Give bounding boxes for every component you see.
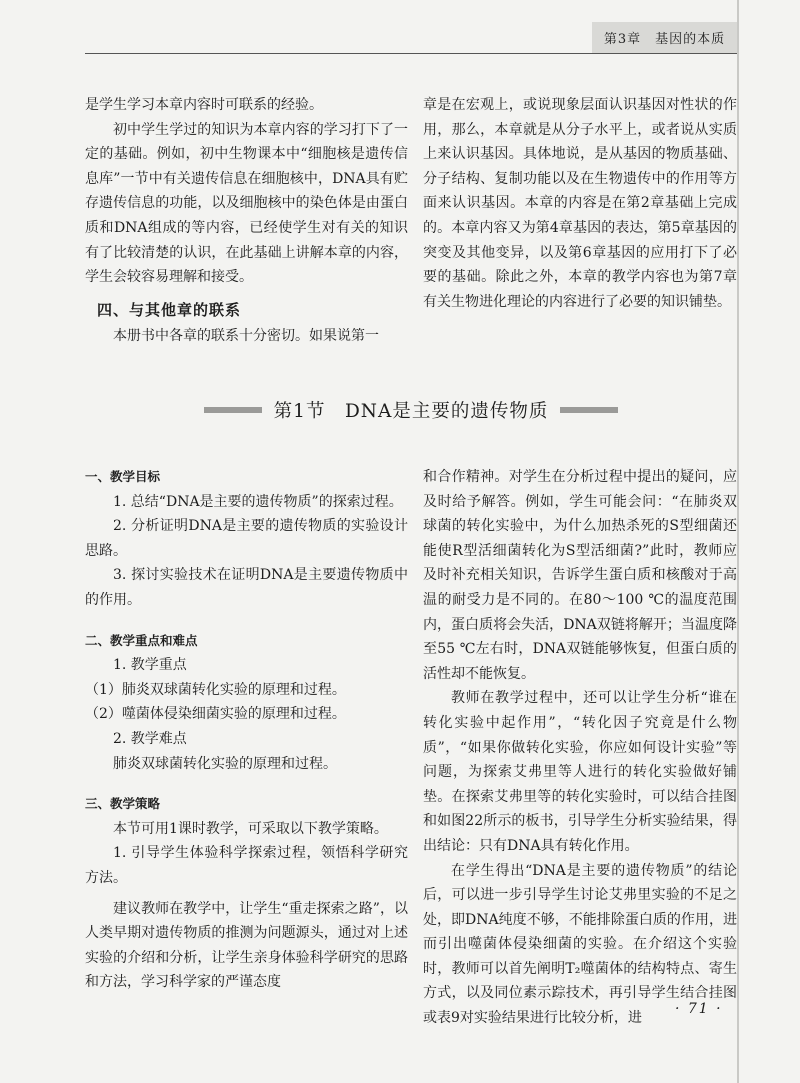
heading-teaching-goals: 一、教学目标 (85, 469, 161, 484)
paragraph: 1. 引导学生体验科学探索过程，领悟科学研究方法。 (85, 845, 408, 886)
bottom-left-column (85, 465, 408, 995)
paragraph: 本册书中各章的联系十分密切。如果说第一 (113, 328, 379, 345)
section-title-text: 第1节 DNA是主要的遗传物质 (273, 401, 549, 422)
top-right-column (423, 93, 737, 314)
chapter-header-tab: 第3章 基因的本质 (592, 22, 737, 53)
paragraph: 章是在宏观上，或说现象层面认识基因对性状的作用，那么，本章就是从分子水平上，或者说从实质上来认识基因。具体地说，是从基因的物质基础、分子结构、复制功能以及在生物遗传中的作用等方面来认识基因。本章的内容是在第2章基础上完成的。本章内容又为第4章基因的表达，第5章基因的突变及其他变异，以及第6章基因的应用打下了必要的基础。除此之外，本章的教学内容也为第7章有关生物进化理论的内容进行了必要的知识铺垫。 (423, 97, 737, 310)
top-left-column (85, 93, 408, 349)
paragraph: 是学生学习本章内容时可联系的经验。 (85, 97, 323, 113)
list-label: 1. 教学重点 (113, 657, 187, 674)
page-number: · 71 · (675, 1001, 723, 1017)
heading-strategy: 三、教学策略 (85, 796, 161, 812)
title-bar-right (560, 407, 618, 413)
paragraph: 初中学生学过的知识为本章内容的学习打下了一定的基础。例如，初中生物课本中“细胞核是遗传信息库”一节中有关遗传信息在细胞核中，DNA具有贮存遗传信息的功能，以及细胞核中的染色体是由蛋白质和DNA组成的等内容，已经使学生对有关的知识有了比较清楚的认识，在此基础上讲解本章的内容，学生会较容易理解和接受。 (85, 121, 408, 286)
bottom-right-column (423, 465, 737, 1031)
paragraph: 和合作精神。对学生在分析过程中提出的疑问，应及时给予解答。例如，学生可能会问：“在肺炎双球菌的转化实验中，为什么加热杀死的S型细菌还能使R型活细菌转化为S型活细菌?”此时，教师应及时补充相关知识，告诉学生蛋白质和核酸对于高温的耐受力是不同的。在80～100 ℃的温度范围内，蛋白质将会失活，DNA双链将解开；当温度降至55 ℃左右时，DNA双链能够恢复，但蛋白质的活性却不能恢复。 (423, 469, 737, 682)
goal-item: 1. 总结“DNA是主要的遗传物质”的探索过程。 (113, 493, 403, 510)
header-rule (85, 53, 737, 54)
goal-item: 3. 探讨实验技术在证明DNA是主要遗传物质中的作用。 (85, 567, 408, 608)
list-label: 2. 教学难点 (113, 730, 187, 747)
list-item: （1）肺炎双球菌转化实验的原理和过程。 (85, 681, 346, 698)
title-bar-left (204, 407, 262, 413)
paragraph: 教师在教学过程中，还可以让学生分析“谁在转化实验中起作用”，“转化因子究竟是什么物质”，“如果你做转化实验，你应如何设计实验”等问题，为探索艾弗里等人进行的转化实验做好铺垫。在探索艾弗里等的转化实验时，可以结合挂图和如图22所示的板书，引导学生分析实验结果，得出结论：只有DNA具有转化作用。 (423, 690, 737, 854)
list-item: 肺炎双球菌转化实验的原理和过程。 (113, 755, 337, 772)
paragraph: 在学生得出“DNA是主要的遗传物质”的结论后，可以进一步引导学生讨论艾弗里实验的不足之处，即DNA纯度不够，不能排除蛋白质的作用，进而引出噬菌体侵染细菌的实验。在介绍这个实验时，教师可以首先阐明T₂噬菌体的结构特点、寄生方式，以及同位素示踪技术，再引导学生结合挂图或表9对实验结果进行比较分析，进 (423, 862, 737, 1027)
heading-key-points: 二、教学重点和难点 (85, 632, 198, 648)
running-header (0, 0, 800, 60)
section-title (85, 393, 737, 427)
section-heading: 四、与其他章的联系 (97, 300, 242, 319)
paragraph: 本节可用1课时教学，可采取以下教学策略。 (113, 820, 388, 837)
goal-item: 2. 分析证明DNA是主要的遗传物质的实验设计思路。 (85, 518, 408, 559)
page-edge-line (737, 0, 739, 1083)
list-item: （2）噬菌体侵染细菌实验的原理和过程。 (85, 706, 346, 723)
paragraph: 建议教师在教学中，让学生“重走探索之路”，以人类早期对遗传物质的推测为问题源头，通过对上述实验的介绍和分析，让学生亲身体验科学研究的思路和方法，学习科学家的严谨态度 (85, 900, 408, 991)
